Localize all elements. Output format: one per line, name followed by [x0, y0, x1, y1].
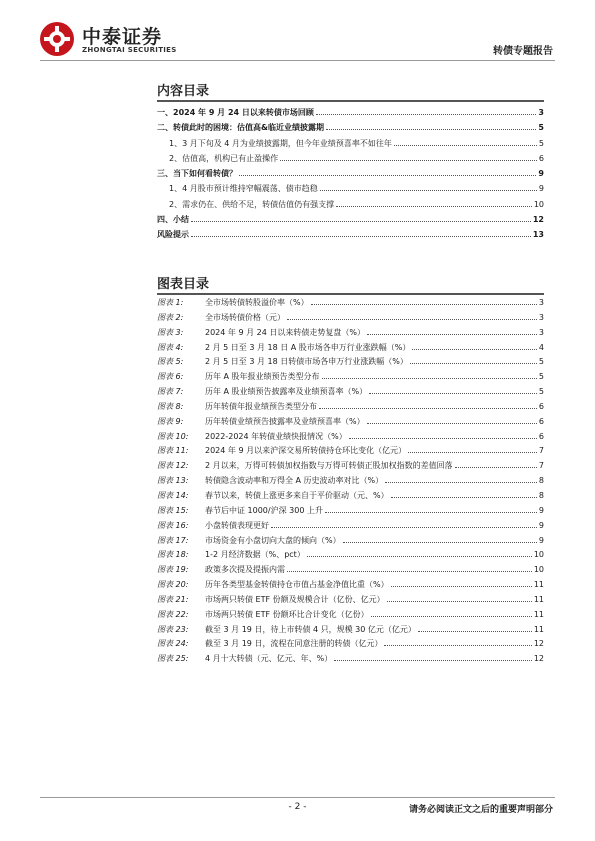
toc-entry-label: 三、当下如何看转债？	[157, 169, 237, 179]
dot-leader	[412, 348, 536, 350]
figure-entry[interactable]	[157, 386, 544, 401]
figures-title: 图表目录	[157, 277, 210, 292]
figure-entry-number: 图表 21:	[157, 594, 189, 604]
toc-entry-page: 6	[538, 153, 544, 163]
toc-entry-label: 2、估值高，机构已有止盈操作	[169, 153, 279, 163]
figure-entry[interactable]	[157, 490, 544, 505]
figure-entry-number: 图表 3:	[157, 327, 184, 337]
figure-entry-page: 5	[538, 357, 544, 367]
dot-leader	[343, 541, 537, 543]
dot-leader	[410, 362, 537, 364]
page-number: - 2 -	[288, 802, 307, 812]
dot-leader	[391, 496, 537, 498]
dot-leader	[316, 113, 537, 115]
logo-name-cn: 中泰证券	[82, 26, 163, 48]
figure-entry-title: 转债隐含波动率和万得全 A 历史波动率对比（%）	[205, 476, 384, 486]
dot-leader	[287, 318, 537, 320]
figure-entry-title: 政策多次提及提振内需	[205, 565, 285, 575]
toc-entry-label: 二、转债此时的困境：估值高&临近业绩披露期	[157, 123, 324, 133]
toc-title-rule	[157, 100, 544, 102]
dot-leader	[311, 303, 537, 305]
dot-leader	[325, 511, 537, 513]
dot-leader	[336, 205, 532, 207]
toc-title: 内容目录	[157, 84, 210, 99]
figure-entry[interactable]	[157, 638, 544, 653]
dot-leader	[371, 615, 532, 617]
dot-leader	[287, 570, 532, 572]
toc-entry[interactable]	[157, 199, 544, 214]
figure-entry-title: 全市场转债价格（元）	[205, 312, 285, 322]
figure-entry-number: 图表 18:	[157, 550, 189, 560]
figure-entry-title: 2 月 5 日至 3 月 18 日转债市场各申万行业涨跌幅（%）	[205, 357, 408, 367]
figure-entry-page: 12	[533, 654, 544, 664]
dot-leader	[349, 437, 537, 439]
figure-entry[interactable]	[157, 505, 544, 520]
dot-leader	[384, 644, 531, 646]
figure-entry[interactable]	[157, 564, 544, 579]
figure-entry-page: 7	[538, 446, 544, 456]
figure-entry-page: 4	[538, 342, 544, 352]
figure-entry-title: 历年 A 股年报业绩预告类型分布	[205, 372, 320, 382]
toc-entry-page: 13	[532, 230, 544, 240]
figure-entry-title: 市场两只转债 ETF 份额及规模合计（亿份、亿元）	[205, 594, 385, 604]
footer-divider	[40, 797, 555, 798]
toc-entry-page: 10	[533, 199, 544, 209]
figure-entry-page: 3	[538, 298, 544, 307]
figure-entry-title: 2 月以来，万得可转债加权指数与万得可转债正股加权指数的差值回落	[205, 461, 453, 471]
dot-leader	[391, 585, 532, 587]
dot-leader	[307, 555, 532, 557]
figure-entry[interactable]	[157, 401, 544, 416]
dot-leader	[322, 377, 537, 379]
figure-entry[interactable]	[157, 579, 544, 594]
dot-leader	[367, 333, 537, 335]
figure-entry-number: 图表 6:	[157, 372, 184, 382]
figure-entry-page: 5	[538, 387, 544, 397]
toc-entry-label: 1、4 月股市预计维持窄幅震荡、债市趋稳	[169, 184, 318, 194]
figure-entry-title: 历年转债业绩预告披露率及业绩预喜率（%）	[205, 416, 365, 426]
figure-entry-page: 11	[533, 594, 544, 604]
figure-entry[interactable]	[157, 624, 544, 639]
figure-entry-title: 历年 A 股业绩预告披露率及业绩预喜率（%）	[205, 387, 368, 397]
toc-entry-page: 5	[538, 123, 544, 133]
figure-entry-page: 8	[538, 490, 544, 500]
dot-leader	[239, 174, 536, 176]
figure-entry[interactable]	[157, 653, 544, 668]
dot-leader	[385, 481, 537, 483]
toc-entry-label: 2、需求仍在、供给不足，转债估值仍有强支撑	[169, 199, 335, 209]
figure-entry-title: 2024 年 9 月 24 日以来转债走势复盘（%）	[205, 327, 365, 337]
figure-entry-page: 11	[533, 609, 544, 619]
figure-entry[interactable]	[157, 594, 544, 609]
figure-entry-title: 1-2 月经济数据（%、pct）	[205, 550, 305, 560]
dot-leader	[320, 189, 537, 191]
logo-emblem-icon	[40, 22, 74, 56]
table-of-contents	[157, 107, 544, 245]
toc-entry[interactable]	[157, 138, 544, 153]
toc-entry-label: 四、小结	[157, 215, 189, 225]
dot-leader	[326, 128, 536, 130]
figure-entry[interactable]	[157, 460, 544, 475]
figure-entry-page: 6	[538, 431, 544, 441]
figure-entry-page: 10	[533, 565, 544, 575]
figure-entry[interactable]	[157, 445, 544, 460]
figure-entry[interactable]	[157, 520, 544, 535]
page-header	[0, 0, 595, 70]
figure-entry-number: 图表 25:	[157, 654, 189, 664]
figure-entry-title: 市场资金有小盘切向大盘的倾向（%）	[205, 535, 341, 545]
dot-leader	[394, 144, 537, 146]
figure-entry-title: 2 月 5 日至 3 月 18 日 A 股市场各申万行业涨跌幅（%）	[205, 342, 411, 352]
figure-entry[interactable]	[157, 549, 544, 564]
figure-entry-title: 全市场转债转股溢价率（%）	[205, 298, 309, 307]
figure-entry-number: 图表 24:	[157, 639, 189, 649]
figure-entry-number: 图表 9:	[157, 416, 184, 426]
header-divider	[40, 60, 555, 61]
figure-entry-title: 春节以来，转债上涨更多来自于平价驱动（元、%）	[205, 490, 389, 500]
report-type-label: 转债专题报告	[493, 46, 553, 57]
figure-entry-number: 图表 22:	[157, 609, 189, 619]
figure-entry-page: 11	[533, 624, 544, 634]
toc-entry[interactable]	[157, 122, 544, 137]
figure-entry-number: 图表 13:	[157, 476, 189, 486]
figure-entry-page: 8	[538, 476, 544, 486]
dot-leader	[191, 235, 531, 237]
figure-entry-number: 图表 17:	[157, 535, 189, 545]
figure-entry-page: 7	[538, 461, 544, 471]
figure-entry-page: 3	[538, 327, 544, 337]
figure-entry-number: 图表 2:	[157, 312, 184, 322]
toc-entry[interactable]	[157, 229, 544, 244]
toc-entry[interactable]	[157, 183, 544, 198]
figure-entry-title: 市场两只转债 ETF 份额环比合计变化（亿份）	[205, 609, 369, 619]
figure-entry[interactable]	[157, 475, 544, 490]
figure-entry-number: 图表 14:	[157, 490, 189, 500]
dot-leader	[271, 526, 537, 528]
toc-entry-page: 12	[532, 215, 544, 225]
figure-entry-page: 6	[538, 416, 544, 426]
figure-entry[interactable]	[157, 371, 544, 386]
figure-entry-number: 图表 23:	[157, 624, 189, 634]
toc-entry-page: 3	[538, 108, 544, 117]
dot-leader	[191, 220, 531, 222]
figure-entry-title: 4 月十大转债（元、亿元、年、%）	[205, 654, 333, 664]
toc-entry-page: 9	[538, 184, 544, 194]
figure-entry[interactable]	[157, 535, 544, 550]
figure-entry-number: 图表 7:	[157, 387, 184, 397]
figure-entry-page: 5	[538, 372, 544, 382]
figure-entry-title: 春节后中证 1000/沪深 300 上升	[205, 505, 323, 515]
toc-entry[interactable]	[157, 214, 544, 229]
toc-entry-label: 一、2024 年 9 月 24 日以来转债市场回顾	[157, 108, 314, 117]
dot-leader	[367, 422, 537, 424]
figure-entry[interactable]	[157, 431, 544, 446]
dot-leader	[408, 451, 537, 453]
figure-entry-title: 历年各类型基金转债持仓市值占基金净值比重（%）	[205, 580, 389, 590]
figures-title-rule	[157, 293, 544, 295]
figure-entry[interactable]	[157, 609, 544, 624]
dot-leader	[319, 407, 537, 409]
toc-entry[interactable]	[157, 168, 544, 183]
figure-entry-number: 图表 10:	[157, 431, 189, 441]
list-of-figures	[157, 297, 544, 668]
dot-leader	[334, 659, 532, 661]
company-logo	[40, 22, 200, 62]
figure-entry-number: 图表 8:	[157, 401, 184, 411]
dot-leader	[280, 159, 537, 161]
figure-entry-title: 2022-2024 年转债业绩快报情况（%）	[205, 431, 347, 441]
figure-entry-page: 12	[533, 639, 544, 649]
figure-entry-page: 9	[538, 505, 544, 515]
toc-entry-label: 1、3 月下旬及 4 月为业绩披露期，但今年业绩预喜率不如往年	[169, 138, 392, 148]
figure-entry-page: 11	[533, 580, 544, 590]
figure-entry[interactable]	[157, 327, 544, 342]
figure-entry-number: 图表 15:	[157, 505, 189, 515]
toc-entry-page: 5	[538, 138, 544, 148]
figure-entry-number: 图表 1:	[157, 298, 184, 307]
figure-entry[interactable]	[157, 416, 544, 431]
toc-entry-page: 9	[538, 169, 544, 179]
figure-entry-number: 图表 12:	[157, 461, 189, 471]
figure-entry[interactable]	[157, 356, 544, 371]
figure-entry-title: 截至 3 月 19 日，流程在同意注册的转债（亿元）	[205, 639, 383, 649]
figure-entry-page: 3	[538, 312, 544, 322]
logo-name-en: ZHONGTAI SECURITIES	[82, 46, 177, 54]
figure-entry-page: 9	[538, 535, 544, 545]
disclaimer-note: 请务必阅读正文之后的重要声明部分	[408, 805, 553, 815]
figure-entry-number: 图表 4:	[157, 342, 184, 352]
figure-entry-title: 2024 年 9 月以来沪深交易所转债持仓环比变化（亿元）	[205, 446, 407, 456]
figure-entry-number: 图表 11:	[157, 446, 189, 456]
toc-entry-label: 风险提示	[157, 230, 189, 240]
figure-entry-page: 9	[538, 520, 544, 530]
toc-entry[interactable]	[157, 107, 544, 122]
dot-leader	[418, 630, 532, 632]
figure-entry-number: 图表 16:	[157, 520, 189, 530]
figure-entry-title: 历年转债年报业绩预告类型分布	[205, 401, 317, 411]
figure-entry-number: 图表 20:	[157, 580, 189, 590]
toc-entry[interactable]	[157, 153, 544, 168]
figure-entry-page: 6	[538, 401, 544, 411]
dot-leader	[387, 600, 532, 602]
figure-entry-number: 图表 5:	[157, 357, 184, 367]
dot-leader	[455, 466, 537, 468]
figure-entry-number: 图表 19:	[157, 565, 189, 575]
figure-entry[interactable]	[157, 342, 544, 357]
dot-leader	[369, 392, 537, 394]
figure-entry-title: 小盘转债表现更好	[205, 520, 269, 530]
figure-entry[interactable]	[157, 312, 544, 327]
figure-entry-title: 截至 3 月 19 日，待上市转债 4 只，规模 30 亿元（亿元）	[205, 624, 416, 634]
figure-entry-page: 10	[533, 550, 544, 560]
figure-entry[interactable]	[157, 297, 544, 312]
